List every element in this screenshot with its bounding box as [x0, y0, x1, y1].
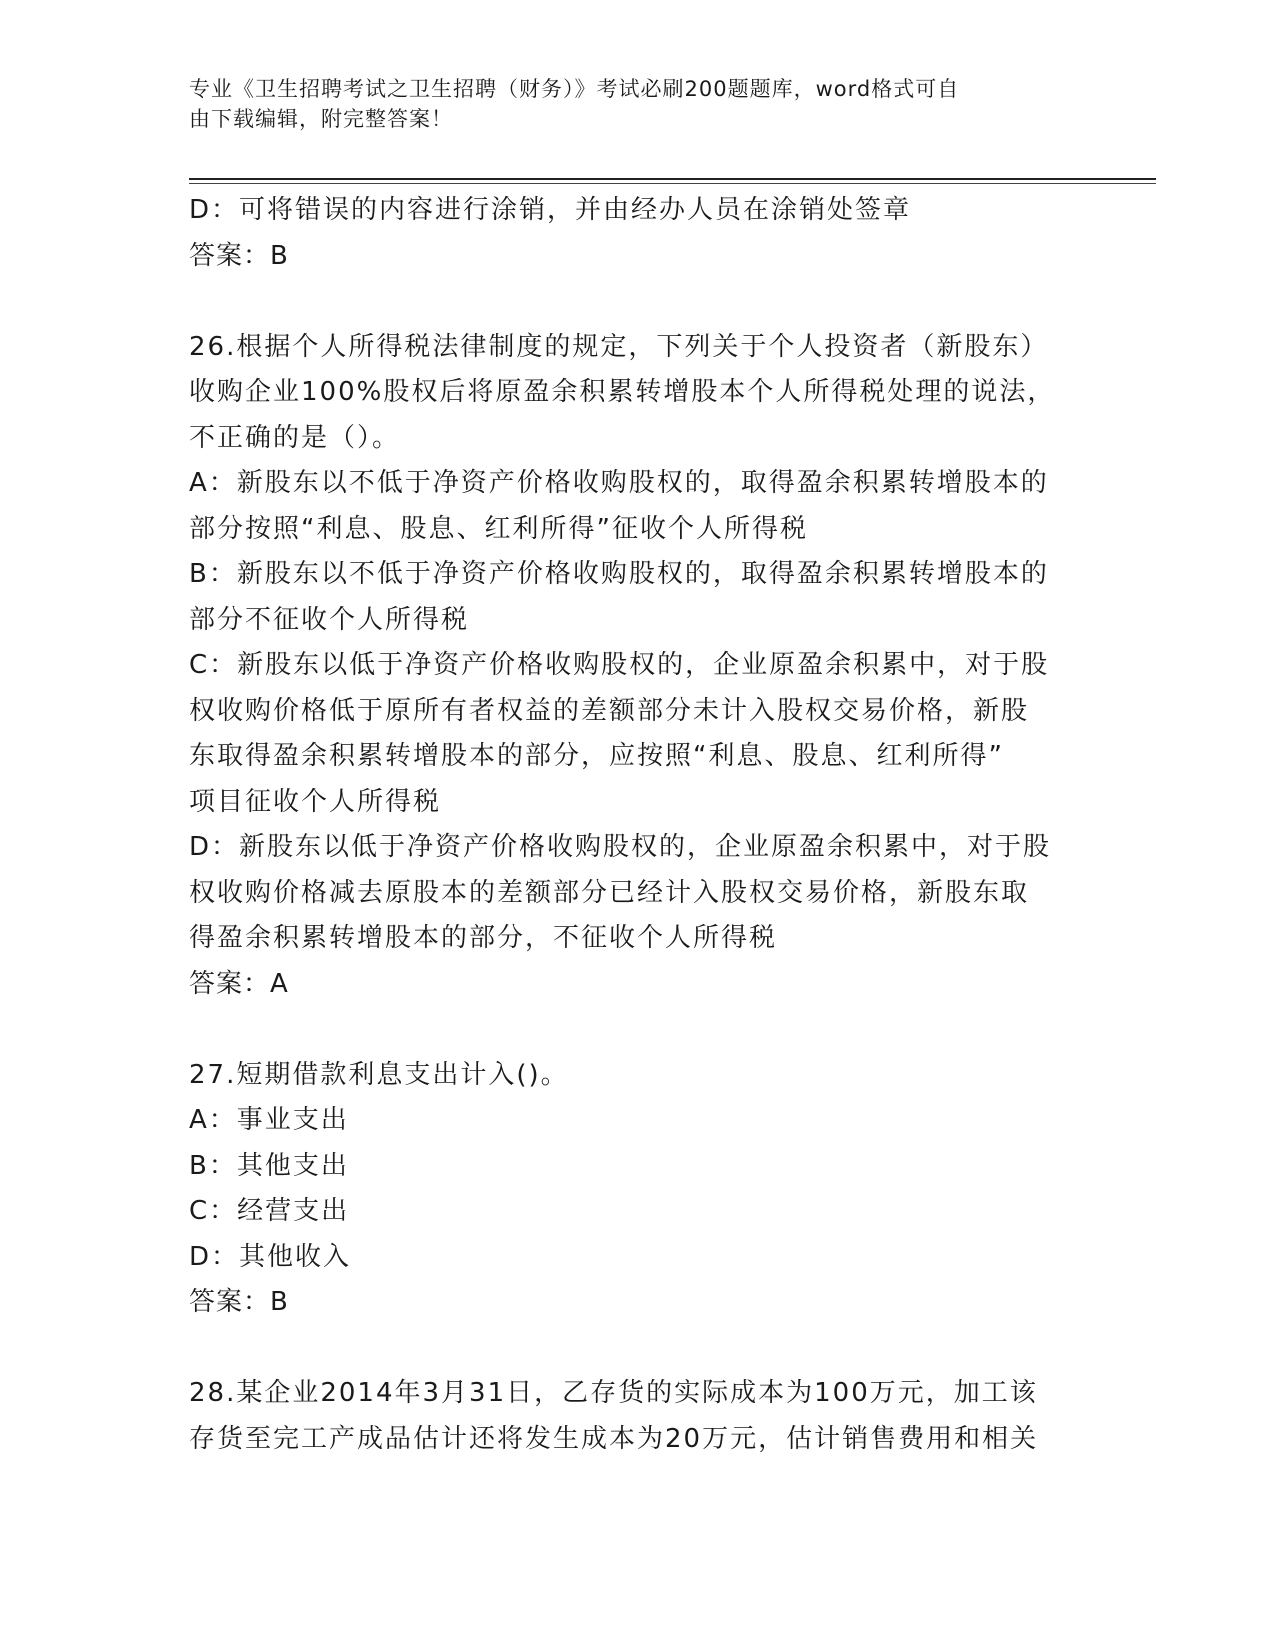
q26-option-a-line: 部分按照“利息、股息、红利所得”征收个人所得税: [189, 513, 808, 544]
question-27: [189, 1053, 1089, 1326]
q27-option-c: C：经营支出: [189, 1196, 350, 1226]
q27-stem: 27.短期借款利息支出计入()。: [189, 1059, 569, 1090]
q26-option-c-line: 项目征收个人所得税: [189, 786, 442, 817]
q26-option-a-line: A：新股东以不低于净资产价格收购股权的，取得盈余积累转增股本的: [189, 468, 1049, 498]
q28-stem-line: 存货至完工产成品估计还将发生成本为20万元，估计销售费用和相关: [189, 1423, 1039, 1454]
q26-answer: 答案：A: [189, 968, 289, 999]
q26-option-d-line: D：新股东以低于净资产价格收购股权的，企业原盈余积累中，对于股: [189, 832, 1052, 862]
q27-option-d: D：其他收入: [189, 1241, 352, 1272]
q26-stem-line: 不正确的是（）。: [189, 422, 401, 453]
q28-stem-line: 28.某企业2014年3月31日，乙存货的实际成本为100万元，加工该: [189, 1378, 1038, 1408]
prev-answer: 答案：B: [189, 240, 289, 271]
q27-option-b: B：其他支出: [189, 1150, 349, 1181]
header-rule-thick: [189, 178, 1156, 180]
question-26: [189, 325, 1089, 1008]
q27-option-a: A：事业支出: [189, 1105, 349, 1135]
q26-stem-line: 收购企业100%股权后将原盈余积累转增股本个人所得税处理的说法，: [189, 377, 1056, 407]
document-header: [189, 74, 1069, 134]
q26-option-c-line: C：新股东以低于净资产价格收购股权的，企业原盈余积累中，对于股: [189, 650, 1050, 680]
spacer: [189, 279, 1089, 325]
q26-option-d-line: 权收购价格减去原股本的差额部分已经计入股权交易价格，新股东取: [189, 877, 1030, 908]
header-rule-thin: [189, 183, 1156, 184]
header-line-2: 由下载编辑，附完整答案！: [189, 107, 453, 131]
header-line-1: 专业《卫生招聘考试之卫生招聘（财务）》考试必刷200题题库，word格式可自: [189, 77, 960, 101]
question-28: [189, 1371, 1089, 1462]
spacer: [189, 1007, 1089, 1053]
q26-option-d-line: 得盈余积累转增股本的部分，不征收个人所得税: [189, 923, 778, 953]
q26-option-b-line: B：新股东以不低于净资产价格收购股权的，取得盈余积累转增股本的: [189, 559, 1049, 589]
q26-stem-line: 26.根据个人所得税法律制度的规定，下列关于个人投资者（新股东）: [189, 331, 1049, 362]
prev-option-d: D：可将错误的内容进行涂销，并由经办人员在涂销处签章: [189, 195, 912, 225]
question-content: [189, 188, 1089, 1462]
q26-option-b-line: 部分不征收个人所得税: [189, 604, 470, 635]
q26-option-c-line: 东取得盈余积累转增股本的部分，应按照“利息、股息、红利所得”: [189, 741, 1004, 771]
q27-answer: 答案：B: [189, 1287, 289, 1317]
q26-option-c-line: 权收购价格低于原所有者权益的差额部分未计入股权交易价格，新股: [189, 695, 1030, 726]
spacer: [189, 1326, 1089, 1372]
